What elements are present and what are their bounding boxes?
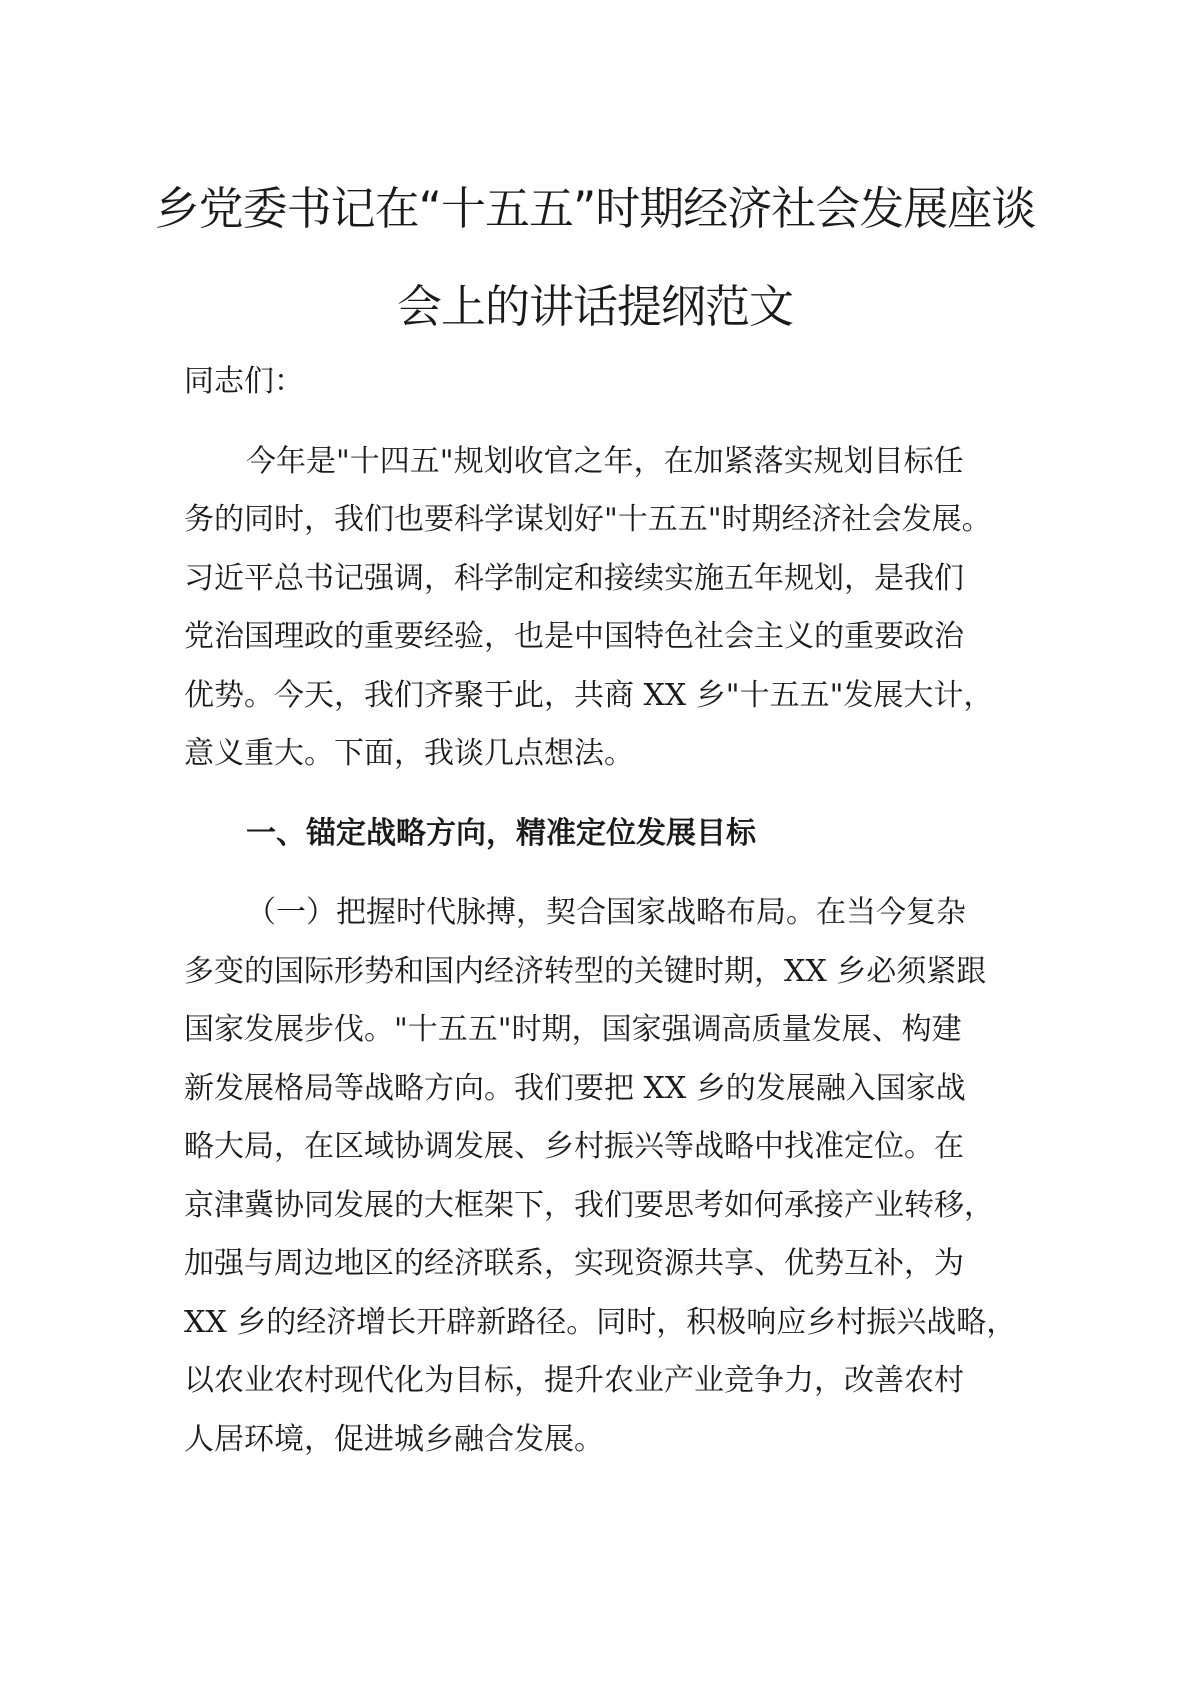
paragraph-1-line: 务的同时，我们也要科学谋划好"十五五"时期经济社会发展。 [184, 502, 992, 537]
salutation: 同志们： [184, 364, 304, 399]
title-line-1: 乡党委书记在“十五五”时期经济社会发展座谈 [154, 182, 1036, 235]
spacer [184, 784, 1019, 805]
title-line-2: 会上的讲话提纲范文 [396, 280, 793, 333]
paragraph-2-line: 人居环境，促进城乡融合发展。 [184, 1421, 604, 1457]
paragraph-1-line: 习近平总书记强调，科学制定和接续实施五年规划，是我们 [184, 560, 964, 596]
spacer [184, 863, 1019, 884]
paragraph-2 [184, 884, 1019, 1469]
paragraph-2-line: 国家发展步伐。"十五五"时期，国家强调高质量发展、构建 [184, 1012, 962, 1047]
document-title [150, 160, 1040, 356]
paragraph-2-line: 京津冀协同发展的大框架下，我们要思考如何承接产业转移， [184, 1187, 994, 1223]
paragraph-1-line: 优势。今天，我们齐聚于此，共商 XX 乡"十五五"发展大计， [184, 677, 994, 713]
document-body [184, 353, 1019, 1469]
paragraph-2-line: 新发展格局等战略方向。我们要把 XX 乡的发展融入国家战 [184, 1070, 966, 1106]
paragraph-2-line: 多变的国际形势和国内经济转型的关键时期，XX 乡必须紧跟 [184, 953, 987, 989]
paragraph-2-line: （一）把握时代脉搏，契合国家战略布局。在当今复杂 [246, 895, 966, 930]
paragraph-2-line: 略大局，在区域协调发展、乡村振兴等战略中找准定位。在 [184, 1129, 964, 1164]
paragraph-2-line: XX 乡的经济增长开辟新路径。同时，积极响应乡村振兴战略， [184, 1304, 1017, 1340]
paragraph-1-line: 党治国理政的重要经验，也是中国特色社会主义的重要政治 [184, 619, 964, 654]
section-heading-1: 一、锚定战略方向，精准定位发展目标 [246, 815, 756, 851]
spacer [184, 412, 1019, 433]
paragraph-1 [184, 433, 1019, 784]
paragraph-2-line: 以农业农村现代化为目标，提升农业产业竞争力，改善农村 [184, 1363, 964, 1398]
paragraph-1-line: 意义重大。下面，我谈几点想法。 [184, 736, 634, 771]
paragraph-1-line: 今年是"十四五"规划收官之年，在加紧落实规划目标任 [246, 443, 964, 479]
paragraph-2-line: 加强与周边地区的经济联系，实现资源共享、优势互补，为 [184, 1246, 964, 1281]
